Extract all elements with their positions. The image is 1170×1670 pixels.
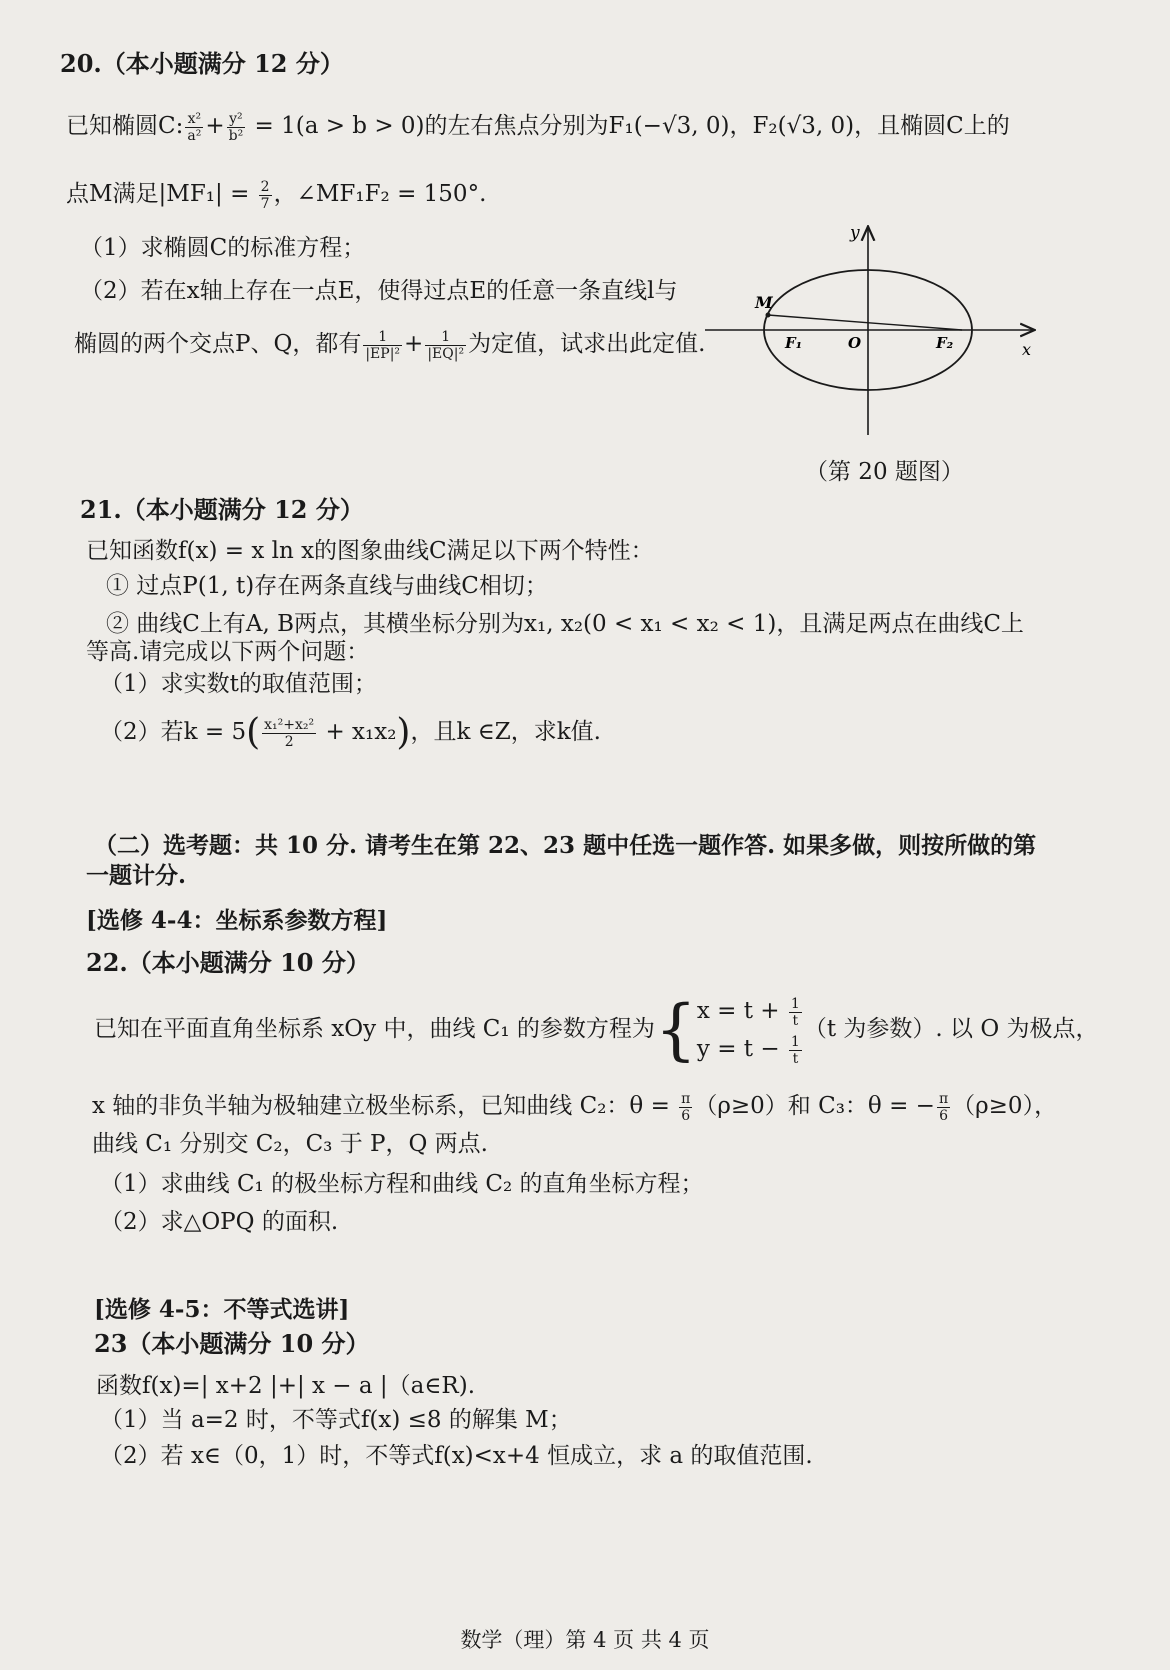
- q21-item2: ② 曲线C上有A, B两点，其横坐标分别为x₁, x₂(0 < x₁ < x₂ < 1)，且满足两点在曲线C上: [106, 611, 1024, 637]
- section2-line1: （二）选考题：共 10 分. 请考生在第 22、23 题中任选一题作答. 如果多做，则按所做的第: [94, 832, 1037, 859]
- label-F1: F₁: [785, 334, 803, 352]
- q20-stem-a: 已知椭圆: [66, 113, 158, 139]
- q20-ellipse-rhs: = 1(a > b > 0): [247, 113, 425, 139]
- q22-header: 22.（本小题满分 10 分）: [86, 948, 370, 977]
- label-y: y: [850, 223, 860, 243]
- q21-part1: （1）求实数t的取值范围；: [100, 671, 377, 697]
- q22-line2-c: （ρ≥0），: [952, 1093, 1058, 1119]
- q21-part2-b: + x₁x₂: [318, 719, 397, 745]
- q22-line2-b: （ρ≥0）和 C₃：θ = −: [694, 1093, 935, 1119]
- q20-stem-line2: [66, 178, 486, 212]
- label-x: x: [1022, 340, 1032, 359]
- frac-y2-b2: $\frac{\text{y²}}{\text{b²}}$: [228, 110, 244, 144]
- parametric-system: x = t + $\frac{1}{t}$ y = t − $\frac{1}{t}$: [696, 995, 800, 1067]
- page-footer: 数学（理）第 4 页 共 4 页: [460, 1628, 710, 1652]
- q23-part1: （1）当 a=2 时，不等式f(x) ≤8 的解集 M；: [100, 1407, 572, 1433]
- q23-header: 23（本小题满分 10 分）: [94, 1329, 370, 1358]
- q21-item1: ① 过点P(1, t)存在两条直线与曲线C相切；: [106, 573, 548, 599]
- q21-header: 21.（本小题满分 12 分）: [80, 495, 364, 524]
- segment-MF2: [768, 315, 962, 330]
- point-M: [766, 313, 771, 318]
- q21-stem: 已知函数f(x) = x ln x的图象曲线C满足以下两个特性：: [86, 538, 654, 564]
- q23-part2: （2）若 x∈（0，1）时，不等式f(x)<x+4 恒成立，求 a 的取值范围.: [100, 1443, 813, 1469]
- q20-header: 20.（本小题满分 12 分）: [60, 49, 344, 78]
- q21-part2-c: ，且k ∈Z，求k值.: [410, 719, 601, 745]
- label-F2: F₂: [936, 334, 954, 352]
- q22-line2: x 轴的非负半轴为极轴建立极坐标系，已知曲线 C₂：θ = $\frac{\pi}{6}$ （ρ≥0）和 C₃：θ = − $\frac{\pi}{6}$ （ρ≥0），: [92, 1090, 1058, 1124]
- q20-part2b-1: 椭圆的两个交点P、Q，都有: [74, 331, 362, 357]
- q20-part2-line2: 椭圆的两个交点P、Q，都有 $\frac{1}{\text{|EP|²}}$ + $\frac{1}{\text{|EQ|²}}$ 为定值，试求出此定值.: [74, 328, 706, 362]
- q20-stem-c2: ，∠MF₁F₂ = 150°.: [273, 181, 487, 207]
- q20-stem-b: 的左右焦点分别为F₁(−√3, 0)，F₂(√3, 0)，且椭圆C上的: [424, 113, 1010, 139]
- q21-item2-cont: 等高.请完成以下两个问题：: [86, 639, 370, 665]
- frac-1-eq2: $\frac{1}{\text{|EQ|²}}$: [427, 328, 465, 362]
- frac-2-7: $\frac{2}{7}$: [260, 178, 270, 212]
- ellipse-figure: [700, 220, 1050, 460]
- q21-part2: （2）若k = 5( $\frac{\text{x₁²+x₂²}}{2}$ + x₁x₂)，且k ∈Z，求k值.: [100, 712, 601, 753]
- q20-stem-line1: 已知椭圆C: $\frac{\text{x²}}{\text{a²}}$ + $\frac{\text{y²}}{\text{b²}}$ = 1(a > b > 0)的左右焦点分别为F₁(−√3, 0)，F₂(√3, 0)，且椭圆C上的: [66, 110, 1010, 144]
- q20-stem-c1: 点M满足|MF₁| =: [66, 181, 257, 207]
- q20-ellipse-c: C:: [158, 113, 184, 139]
- label-M: M: [755, 293, 773, 312]
- q22-stem-a: 已知在平面直角坐标系 xOy 中，曲线 C₁ 的参数方程为: [94, 1016, 655, 1042]
- q22-part2: （2）求△OPQ 的面积.: [100, 1209, 339, 1235]
- label-O: O: [848, 334, 862, 352]
- q22-line3: 曲线 C₁ 分别交 C₂，C₃ 于 P，Q 两点.: [92, 1131, 488, 1157]
- q22-line2-a: x 轴的非负半轴为极轴建立极坐标系，已知曲线 C₂：θ =: [92, 1093, 678, 1119]
- q22-stem: 已知在平面直角坐标系 xOy 中，曲线 C₁ 的参数方程为{ x = t + $\frac{1}{t}$ y = t − $\frac{1}{t}$ （t 为参数）. 以 O 为极点，: [94, 991, 1099, 1068]
- q22-elective: [选修 4-4：坐标系参数方程]: [86, 907, 388, 934]
- q20-part2-line1: （2）若在x轴上存在一点E，使得过点E的任意一条直线l与: [80, 278, 678, 304]
- q23-stem: 函数f(x)=| x+2 |+| x − a |（a∈R).: [96, 1373, 476, 1399]
- section2-line2: 一题计分.: [86, 862, 187, 889]
- q20-part1: （1）求椭圆C的标准方程；: [80, 235, 366, 261]
- q23-elective: [选修 4-5：不等式选讲]: [94, 1296, 350, 1323]
- q22-stem-b: （t 为参数）. 以 O 为极点，: [803, 1016, 1099, 1042]
- q20-part2b-2: 为定值，试求出此定值.: [468, 331, 706, 357]
- q21-part2-a: （2）若k = 5: [100, 719, 247, 745]
- q22-part1: （1）求曲线 C₁ 的极坐标方程和曲线 C₂ 的直角坐标方程；: [100, 1171, 704, 1197]
- frac-x-sq-sum: $\frac{\text{x₁²+x₂²}}{2}$: [264, 716, 315, 750]
- frac-x2-a2: $\frac{\text{x²}}{\text{a²}}$: [187, 110, 202, 144]
- frac-1-ep2: $\frac{1}{\text{|EP|²}}$: [365, 328, 401, 362]
- figure-caption: （第 20 题图）: [805, 459, 964, 485]
